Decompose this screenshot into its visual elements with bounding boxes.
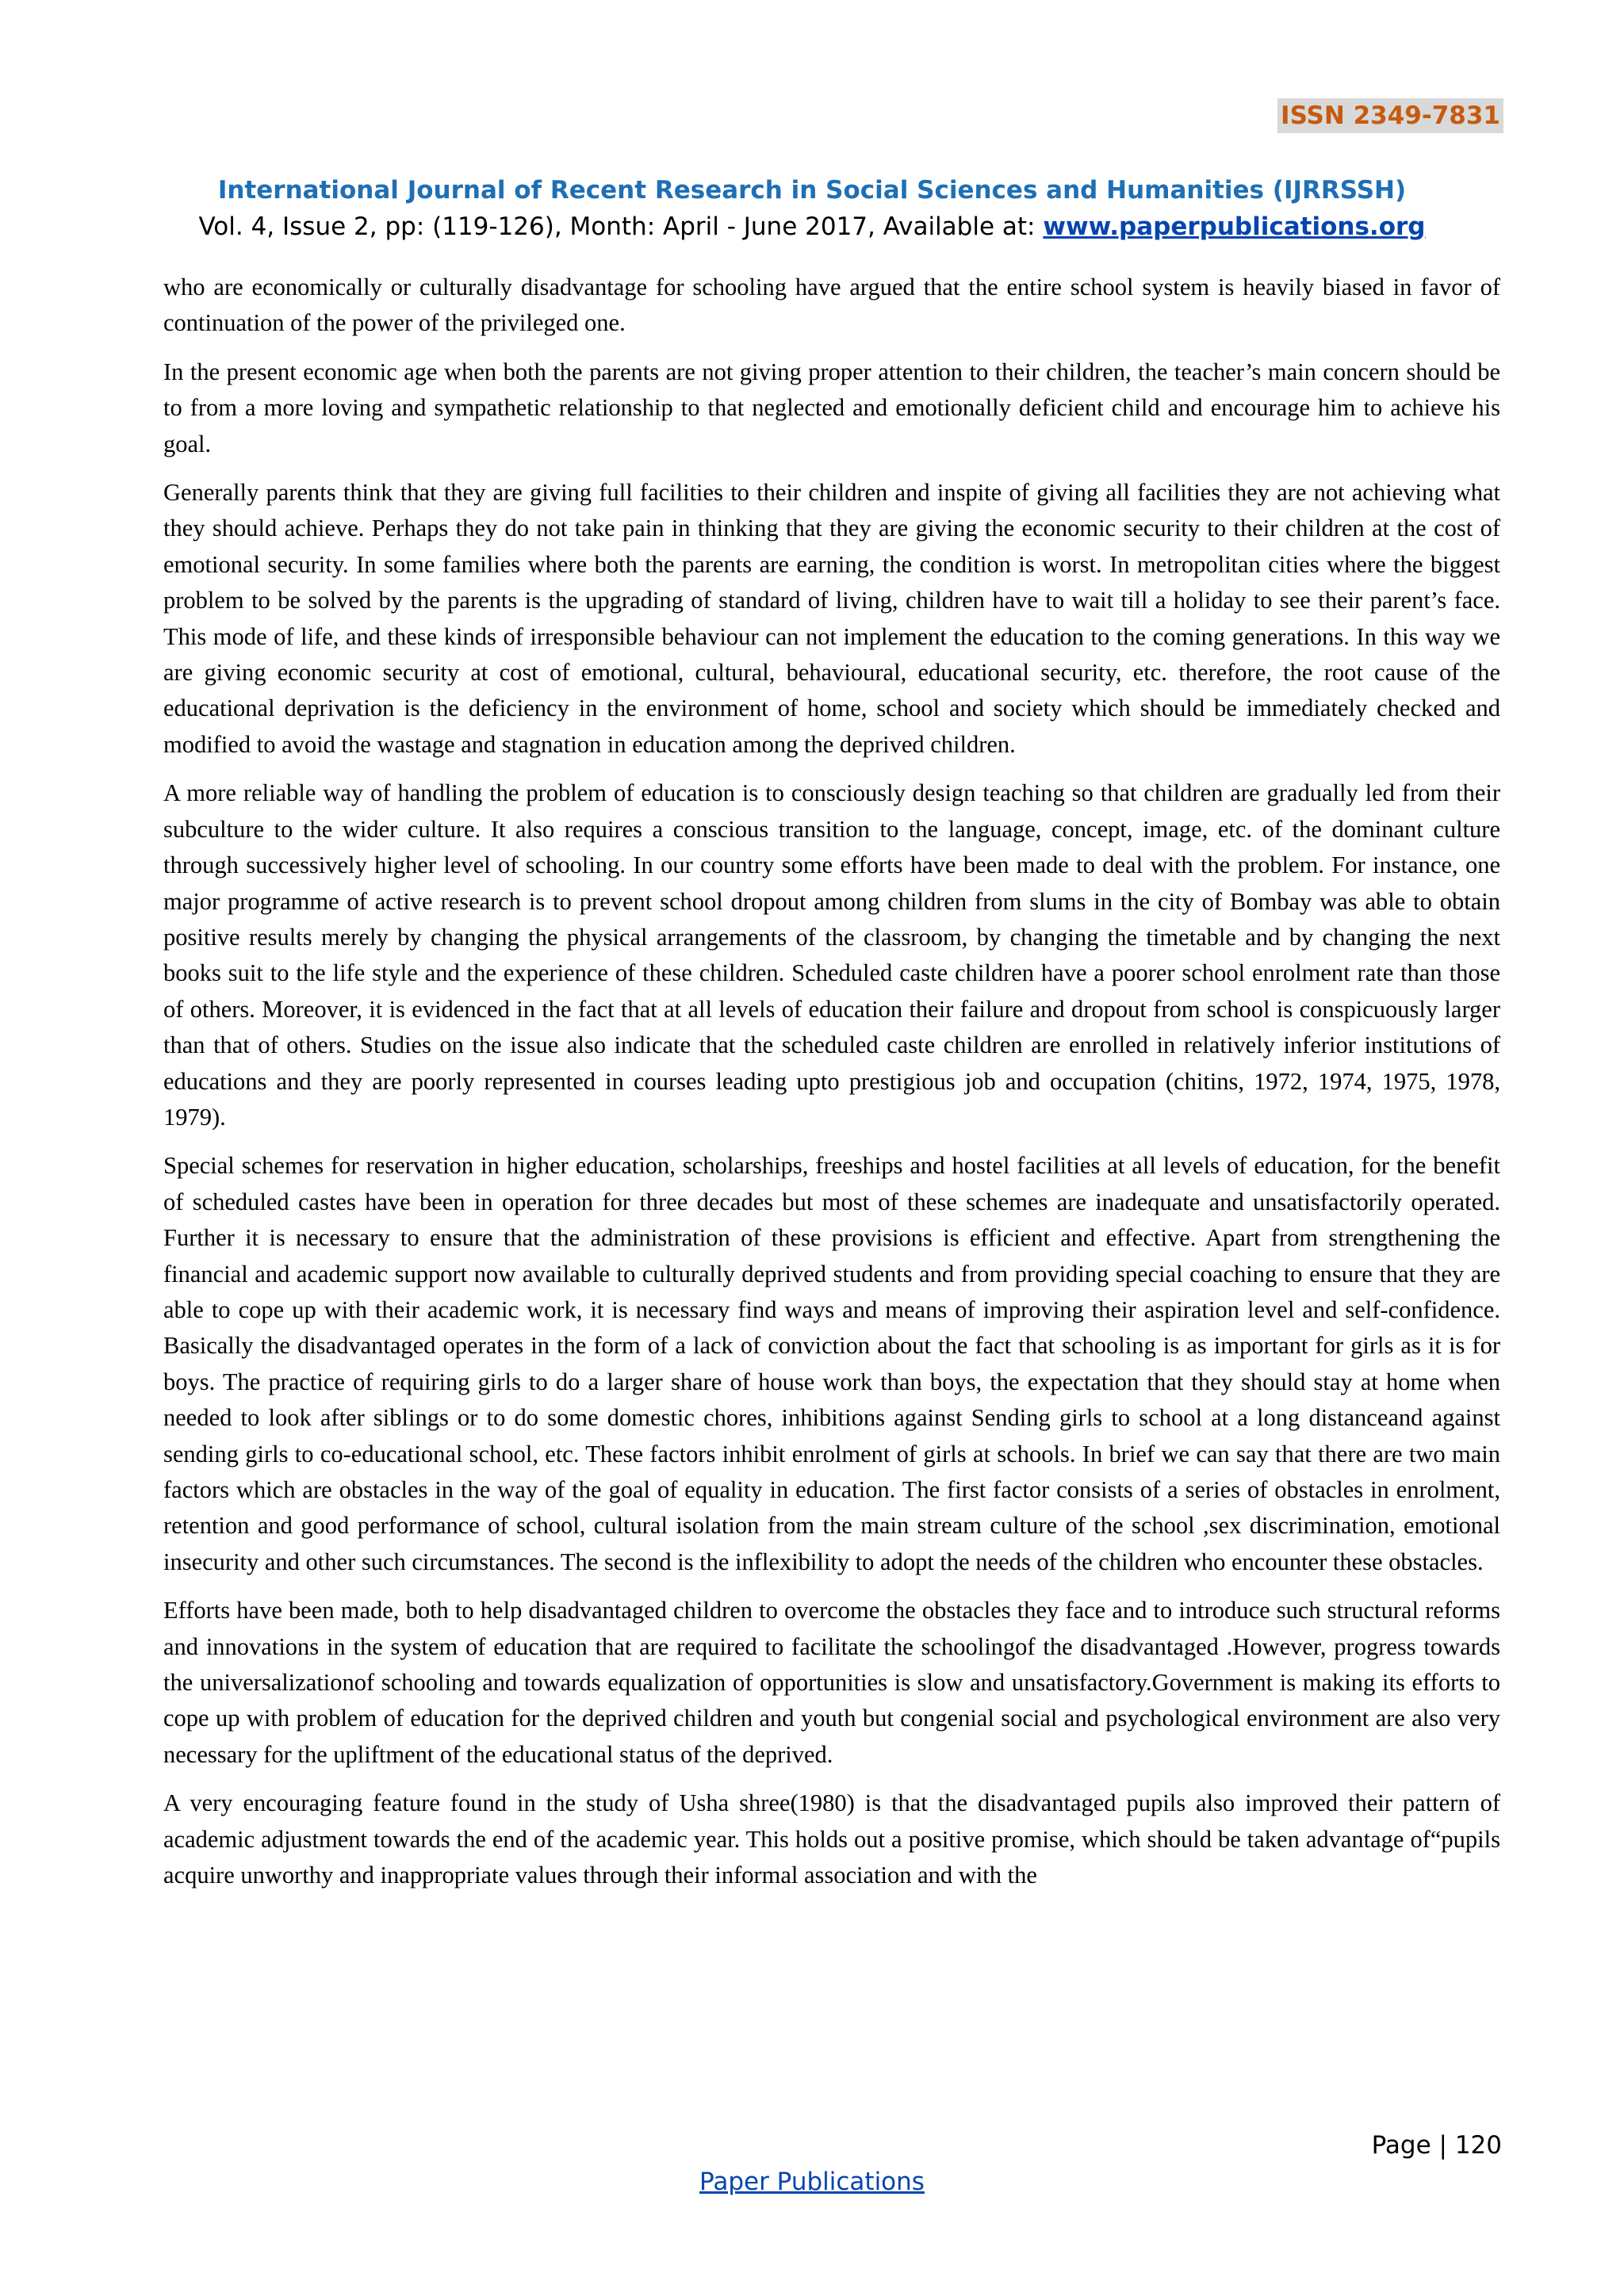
paragraph: who are economically or culturally disadvantage for schooling have argued that the entire school system is heavily biased in favor of continuation of the power of the privileged one.: [163, 274, 1500, 337]
article-body: [163, 270, 1500, 1906]
journal-meta: [0, 209, 1624, 244]
paragraph: Generally parents think that they are giving full facilities to their children and inspite of giving all facilities they are not achieving what they should achieve. Perhaps they do not take pain in thinking that they are giving the economic security to their children at the cost of emotional security. In some families where both the parents are earning, the condition is worst. In metropolitan cities where the biggest problem to be solved by the parents is the upgrading of standard of living, children have to wait till a holiday to see their parent’s face. This mode of life, and these kinds of irresponsible behaviour can not implement the education to the coming generations. In this way we are giving economic security at cost of emotional, cultural, behavioural, educational security, etc. therefore, the root cause of the educational deprivation is the deficiency in the environment of home, school and society which should be immediately checked and modified to avoid the wastage and stagnation in education among the deprived children.: [163, 479, 1500, 758]
issn-label: ISSN 2349-7831: [1277, 98, 1503, 133]
paragraph: Special schemes for reservation in higher education, scholarships, freeships and hostel facilities at all levels of education, for the benefit of scheduled castes have been in operation for three decades but most of these schemes are inadequate and unsatisfactorily operated. Further it is necessary to ensure that the administration of these provisions is efficient and effective. Apart from strengthening the financial and academic support now available to culturally deprived students and from providing special coaching to ensure that they are able to cope up with their academic work, it is necessary find ways and means of improving their aspiration level and self-confidence. Basically the disadvantaged operates in the form of a lack of conviction about the fact that schooling is as important for girls as it is for boys. The practice of requiring girls to do a larger share of house work than boys, the expectation that they should stay at home when needed to look after siblings or to do some domestic chores, inhibitions against Sending girls to school at a long distanceand against sending girls to co-educational school, etc. These factors inhibit enrolment of girls at schools. In brief we can say that there are two main factors which are obstacles in the way of the goal of equality in education. The first factor consists of a series of obstacles in enrolment, retention and good performance of school, cultural isolation from the main stream culture of the school ,sex discrimination, emotional insecurity and other such circumstances. The second is the inflexibility to adopt the needs of the children who encounter these obstacles.: [163, 1152, 1500, 1575]
journal-meta-text: Vol. 4, Issue 2, pp: (119-126), Month: April - June 2017, Available at:: [198, 212, 1044, 241]
page-number: Page | 120: [1371, 2131, 1502, 2160]
paragraph: A more reliable way of handling the problem of education is to consciously design teaching so that children are gradually led from their subculture to the wider culture. It also requires a conscious transition to the language, concept, image, etc. of the dominant culture through successively higher level of schooling. In our country some efforts have been made to deal with the problem. For instance, one major programme of active research is to prevent school dropout among children from slums in the city of Bombay was able to obtain positive results merely by changing the physical arrangements of the classroom, by changing the timetable and by changing the next books suit to the life style and the experience of these children. Scheduled caste children have a poorer school enrolment rate than those of others. Moreover, it is evidenced in the fact that at all levels of education their failure and dropout from school is conspicuously larger than that of others. Studies on the issue also indicate that the scheduled caste children are enrolled in relatively inferior institutions of educations and they are poorly represented in courses leading upto prestigious job and occupation (chitins, 1972, 1974, 1975, 1978, 1979).: [163, 779, 1500, 1131]
footer-publisher: [0, 2164, 1624, 2199]
journal-url-link[interactable]: www.paperpublications.org: [1043, 212, 1426, 241]
paragraph: Efforts have been made, both to help disadvantaged children to overcome the obstacles they face and to introduce such structural reforms and innovations in the system of education that are required to facilitate the schoolingof the disadvantaged .However, progress towards the universalizationof schooling and towards equalization of opportunities is slow and unsatisfactory.Government is making its efforts to cope up with problem of education for the deprived children and youth but congenial social and psychological environment are also very necessary for the upliftment of the educational status of the deprived.: [163, 1597, 1500, 1768]
paragraph: A very encouraging feature found in the study of Usha shree(1980) is that the disadvantaged pupils also improved their pattern of academic adjustment towards the end of the academic year. This holds out a positive promise, which should be taken advantage of“pupils acquire unworthy and inappropriate values through their informal association and with the: [163, 1789, 1500, 1889]
publisher-link[interactable]: Paper Publications: [699, 2168, 925, 2196]
paragraph: In the present economic age when both the parents are not giving proper attention to their children, the teacher’s main concern should be to from a more loving and sympathetic relationship to that neglected and emotionally deficient child and encourage him to achieve his goal.: [163, 358, 1500, 457]
journal-title: International Journal of Recent Research in Social Sciences and Humanities (IJRRSSH): [217, 176, 1407, 205]
